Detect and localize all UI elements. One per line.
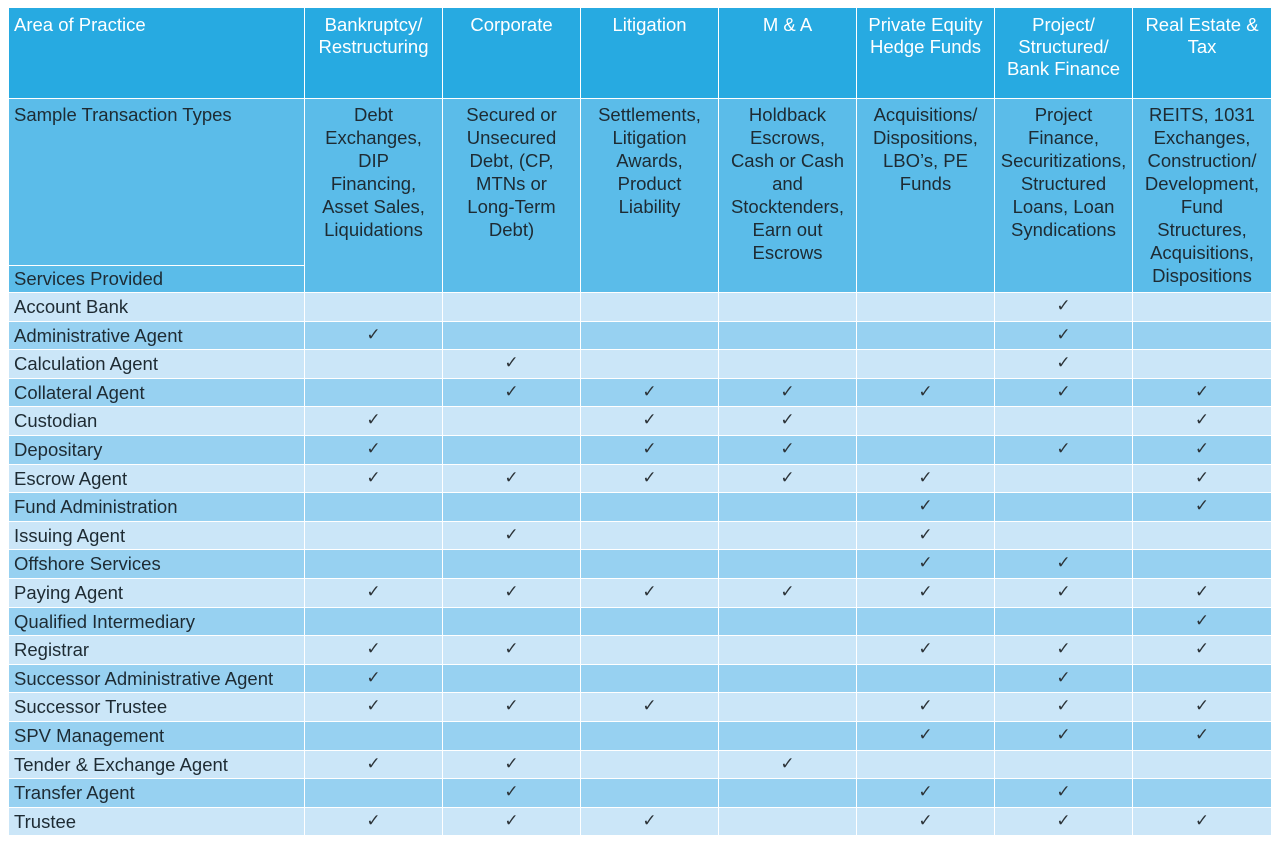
services-provided-label: Services Provided [14, 268, 164, 289]
practice-area-header-bankruptcy-restructuring [305, 8, 442, 98]
empty-cell [719, 808, 856, 836]
check-mark-icon: ✓ [1133, 436, 1271, 464]
empty-cell [995, 407, 1132, 435]
empty-cell [581, 608, 718, 636]
sample-transactions-text: Acquisitions/ Dispositions, LBO’s, PE Funds [873, 104, 978, 194]
services-matrix-table [9, 8, 1271, 835]
check-mark-icon: ✓ [581, 808, 718, 836]
check-mark-icon: ✓ [443, 465, 580, 493]
service-name-transfer-agent: Transfer Agent [9, 779, 304, 807]
practice-area-name: M & A [762, 14, 813, 35]
check-mark-icon: ✓ [443, 636, 580, 664]
practice-area-header-private-equity-hedge-funds [857, 8, 994, 98]
empty-cell [857, 407, 994, 435]
area-of-practice-label: Area of Practice [14, 14, 146, 35]
empty-cell [995, 608, 1132, 636]
check-mark-icon: ✓ [857, 722, 994, 750]
service-name-escrow-agent: Escrow Agent [9, 465, 304, 493]
empty-cell [581, 779, 718, 807]
empty-cell [305, 608, 442, 636]
check-mark-icon: ✓ [719, 465, 856, 493]
empty-cell [443, 608, 580, 636]
empty-cell [581, 665, 718, 693]
empty-cell [581, 293, 718, 321]
check-mark-icon: ✓ [443, 808, 580, 836]
service-name-depositary: Depositary [9, 436, 304, 464]
check-mark-icon: ✓ [857, 493, 994, 521]
service-name-fund-administration: Fund Administration [9, 493, 304, 521]
check-mark-icon: ✓ [995, 808, 1132, 836]
empty-cell [1133, 665, 1271, 693]
check-mark-icon: ✓ [1133, 465, 1271, 493]
sample-transactions-text: Secured or Unsecured Debt, (CP, MTNs or Long-Term Debt) [466, 104, 557, 240]
empty-cell [305, 550, 442, 578]
practice-area-name: Litigation [612, 14, 687, 35]
check-mark-icon: ✓ [443, 379, 580, 407]
empty-cell [305, 522, 442, 550]
empty-cell [581, 322, 718, 350]
check-mark-icon: ✓ [305, 579, 442, 607]
empty-cell [581, 722, 718, 750]
empty-cell [719, 322, 856, 350]
empty-cell [581, 550, 718, 578]
empty-cell [719, 608, 856, 636]
check-mark-icon: ✓ [719, 379, 856, 407]
service-name-qualified-intermediary: Qualified Intermediary [9, 608, 304, 636]
practice-area-header-m-and-a [719, 8, 856, 98]
practice-area-name: Real Estate & Tax [1145, 14, 1259, 57]
check-mark-icon: ✓ [995, 293, 1132, 321]
practice-area-header-litigation [581, 8, 718, 98]
check-mark-icon: ✓ [443, 693, 580, 721]
service-name-collateral-agent: Collateral Agent [9, 379, 304, 407]
empty-cell [857, 751, 994, 779]
check-mark-icon: ✓ [995, 636, 1132, 664]
check-mark-icon: ✓ [1133, 722, 1271, 750]
service-name-successor-administrative-agent: Successor Administrative Agent [9, 665, 304, 693]
empty-cell [1133, 322, 1271, 350]
check-mark-icon: ✓ [305, 693, 442, 721]
empty-cell [305, 779, 442, 807]
check-mark-icon: ✓ [1133, 608, 1271, 636]
check-mark-icon: ✓ [305, 407, 442, 435]
check-mark-icon: ✓ [995, 550, 1132, 578]
sample-transactions-text: Project Finance, Securitizations, Structured Loans, Loan Syndications [1000, 104, 1127, 240]
check-mark-icon: ✓ [995, 722, 1132, 750]
service-name-tender-and-exchange-agent: Tender & Exchange Agent [9, 751, 304, 779]
sample-transactions-corporate [443, 99, 580, 292]
check-mark-icon: ✓ [719, 407, 856, 435]
service-name-issuing-agent: Issuing Agent [9, 522, 304, 550]
empty-cell [857, 350, 994, 378]
practice-area-name: Project/ Structured/ Bank Finance [1006, 14, 1121, 79]
empty-cell [857, 436, 994, 464]
practice-area-name: Private Equity Hedge Funds [868, 14, 983, 57]
practice-area-header-corporate [443, 8, 580, 98]
empty-cell [995, 522, 1132, 550]
practice-area-name: Bankruptcy/ Restructuring [318, 14, 429, 57]
empty-cell [581, 522, 718, 550]
empty-cell [305, 722, 442, 750]
check-mark-icon: ✓ [995, 779, 1132, 807]
service-name-registrar: Registrar [9, 636, 304, 664]
sample-transactions-project-structured-bank-finance [995, 99, 1132, 292]
check-mark-icon: ✓ [305, 322, 442, 350]
empty-cell [443, 436, 580, 464]
check-mark-icon: ✓ [1133, 379, 1271, 407]
sample-transactions-private-equity-hedge-funds [857, 99, 994, 292]
practice-area-header-real-estate-and-tax [1133, 8, 1271, 98]
service-name-administrative-agent: Administrative Agent [9, 322, 304, 350]
empty-cell [995, 751, 1132, 779]
sample-transactions-text: Holdback Escrows, Cash or Cash and Stocktenders, Earn out Escrows [730, 104, 845, 263]
check-mark-icon: ✓ [581, 465, 718, 493]
sample-transactions-bankruptcy-restructuring [305, 99, 442, 292]
check-mark-icon: ✓ [857, 550, 994, 578]
check-mark-icon: ✓ [719, 436, 856, 464]
check-mark-icon: ✓ [995, 379, 1132, 407]
check-mark-icon: ✓ [1133, 693, 1271, 721]
check-mark-icon: ✓ [857, 636, 994, 664]
check-mark-icon: ✓ [443, 522, 580, 550]
empty-cell [719, 722, 856, 750]
sample-transactions-text: REITS, 1031 Exchanges, Construction/ Development, Fund Structures, Acquisitions, Dispositions [1144, 104, 1260, 286]
check-mark-icon: ✓ [857, 693, 994, 721]
empty-cell [443, 407, 580, 435]
empty-cell [1133, 293, 1271, 321]
service-name-successor-trustee: Successor Trustee [9, 693, 304, 721]
check-mark-icon: ✓ [305, 636, 442, 664]
empty-cell [443, 550, 580, 578]
empty-cell [305, 350, 442, 378]
empty-cell [305, 379, 442, 407]
empty-cell [719, 636, 856, 664]
empty-cell [719, 522, 856, 550]
empty-cell [443, 665, 580, 693]
practice-area-name: Corporate [470, 14, 553, 35]
empty-cell [719, 693, 856, 721]
empty-cell [995, 465, 1132, 493]
check-mark-icon: ✓ [581, 407, 718, 435]
check-mark-icon: ✓ [581, 436, 718, 464]
empty-cell [1133, 751, 1271, 779]
service-name-account-bank: Account Bank [9, 293, 304, 321]
empty-cell [719, 493, 856, 521]
check-mark-icon: ✓ [1133, 808, 1271, 836]
sample-transaction-types-label: Sample Transaction Types [14, 104, 232, 125]
check-mark-icon: ✓ [1133, 636, 1271, 664]
empty-cell [857, 322, 994, 350]
sample-transactions-text: Debt Exchanges, DIP Financing, Asset Sales, Liquidations [322, 104, 425, 240]
check-mark-icon: ✓ [857, 522, 994, 550]
check-mark-icon: ✓ [995, 350, 1132, 378]
empty-cell [857, 665, 994, 693]
check-mark-icon: ✓ [995, 693, 1132, 721]
sample-transaction-types-header [9, 99, 304, 265]
check-mark-icon: ✓ [857, 465, 994, 493]
check-mark-icon: ✓ [995, 436, 1132, 464]
check-mark-icon: ✓ [1133, 407, 1271, 435]
service-name-spv-management: SPV Management [9, 722, 304, 750]
check-mark-icon: ✓ [443, 751, 580, 779]
check-mark-icon: ✓ [857, 779, 994, 807]
empty-cell [305, 493, 442, 521]
check-mark-icon: ✓ [719, 579, 856, 607]
empty-cell [1133, 779, 1271, 807]
sample-transactions-m-and-a [719, 99, 856, 292]
empty-cell [443, 722, 580, 750]
empty-cell [995, 493, 1132, 521]
empty-cell [581, 751, 718, 779]
sample-transactions-real-estate-and-tax [1133, 99, 1271, 292]
empty-cell [857, 293, 994, 321]
empty-cell [719, 779, 856, 807]
check-mark-icon: ✓ [995, 665, 1132, 693]
check-mark-icon: ✓ [305, 751, 442, 779]
empty-cell [443, 293, 580, 321]
empty-cell [719, 665, 856, 693]
empty-cell [1133, 522, 1271, 550]
empty-cell [581, 636, 718, 664]
check-mark-icon: ✓ [719, 751, 856, 779]
empty-cell [581, 493, 718, 521]
empty-cell [443, 493, 580, 521]
empty-cell [1133, 550, 1271, 578]
check-mark-icon: ✓ [305, 665, 442, 693]
empty-cell [443, 322, 580, 350]
check-mark-icon: ✓ [443, 579, 580, 607]
empty-cell [719, 293, 856, 321]
service-name-calculation-agent: Calculation Agent [9, 350, 304, 378]
check-mark-icon: ✓ [1133, 579, 1271, 607]
check-mark-icon: ✓ [581, 379, 718, 407]
check-mark-icon: ✓ [857, 379, 994, 407]
practice-area-header-project-structured-bank-finance [995, 8, 1132, 98]
sample-transactions-litigation [581, 99, 718, 292]
sample-transactions-text: Settlements, Litigation Awards, Product Liability [598, 104, 701, 217]
check-mark-icon: ✓ [1133, 493, 1271, 521]
empty-cell [305, 293, 442, 321]
services-provided-header [9, 266, 304, 292]
empty-cell [719, 350, 856, 378]
check-mark-icon: ✓ [581, 693, 718, 721]
check-mark-icon: ✓ [857, 808, 994, 836]
check-mark-icon: ✓ [305, 436, 442, 464]
check-mark-icon: ✓ [995, 579, 1132, 607]
check-mark-icon: ✓ [305, 465, 442, 493]
service-name-custodian: Custodian [9, 407, 304, 435]
check-mark-icon: ✓ [857, 579, 994, 607]
empty-cell [581, 350, 718, 378]
empty-cell [719, 550, 856, 578]
empty-cell [1133, 350, 1271, 378]
service-name-paying-agent: Paying Agent [9, 579, 304, 607]
service-name-trustee: Trustee [9, 808, 304, 836]
check-mark-icon: ✓ [305, 808, 442, 836]
service-name-offshore-services: Offshore Services [9, 550, 304, 578]
check-mark-icon: ✓ [443, 779, 580, 807]
check-mark-icon: ✓ [995, 322, 1132, 350]
check-mark-icon: ✓ [581, 579, 718, 607]
check-mark-icon: ✓ [443, 350, 580, 378]
area-of-practice-header [9, 8, 304, 98]
empty-cell [857, 608, 994, 636]
